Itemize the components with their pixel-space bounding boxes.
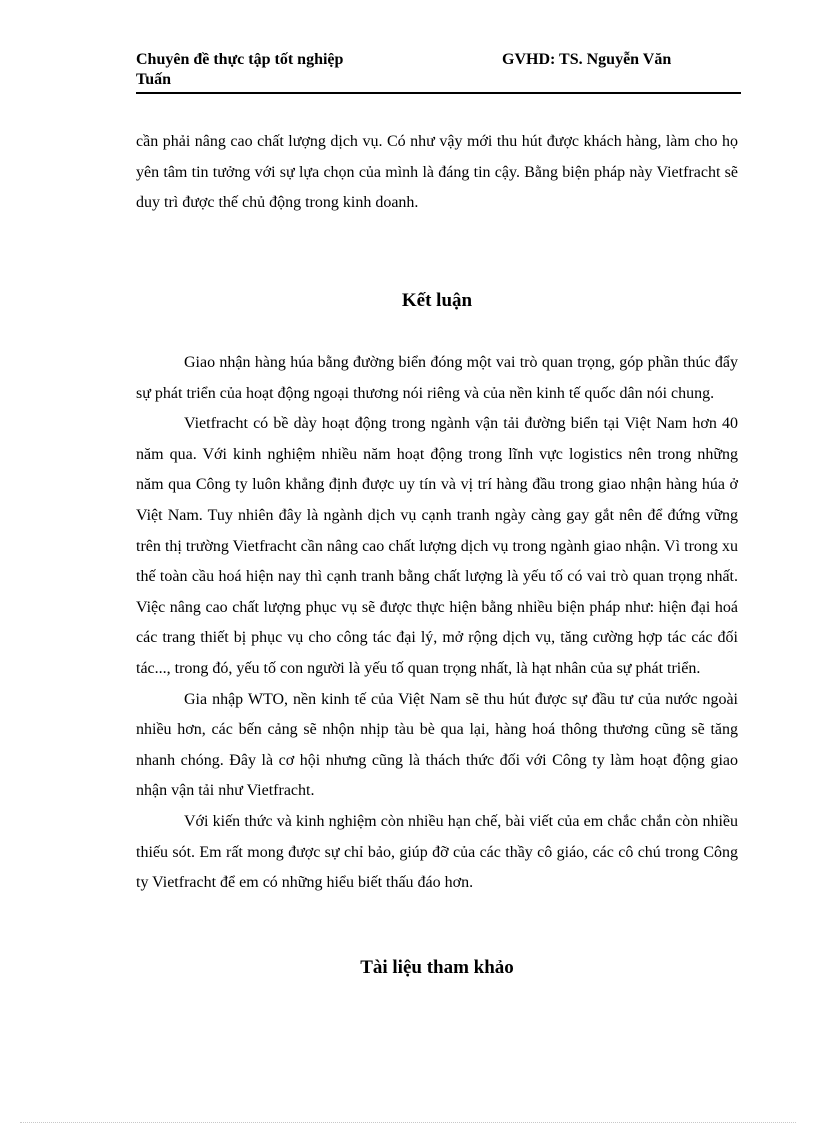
conclusion-section <box>136 348 738 899</box>
header-left-title: Chuyên đề thực tập tốt nghiệp <box>136 51 344 68</box>
conclusion-heading: Kết luận <box>401 290 473 311</box>
intro-paragraph: cần phải nâng cao chất lượng dịch vụ. Có như vậy mới thu hút được khách hàng, làm cho họ yên tâm tin tưởng với sự lựa chọn của mình là đáng tin cậy. Bằng biện pháp này Vietfracht sẽ duy trì được thế chủ động trong kinh doanh. <box>136 133 738 212</box>
conclusion-paragraph: Với kiến thức và kinh nghiệm còn nhiều hạn chế, bài viết của em chắc chắn còn nhiều thiếu sót. Em rất mong được sự chỉ bảo, giúp đỡ của các thầy cô giáo, các cô chú trong Công ty Vietfracht để em có những hiểu biết thấu đáo hơn. <box>136 812 738 892</box>
conclusion-paragraph: Gia nhập WTO, nền kinh tế của Việt Nam sẽ thu hút được sự đầu tư của nước ngoài nhiều hơn, các bến cảng sẽ nhộn nhịp tàu bè qua lại, hàng hoá thông thương cũng sẽ tăng nhanh chóng. Đây là cơ hội nhưng cũng là thách thức đối với Công ty làm hoạt động giao nhận vận tải như Vietfracht. <box>136 690 738 800</box>
header-right-title-wrap: Tuấn <box>136 71 171 88</box>
header-right-title: GVHD: TS. Nguyễn Văn <box>502 51 672 68</box>
header-divider <box>136 92 741 94</box>
header-row <box>136 50 741 70</box>
references-heading: Tài liệu tham khảo <box>360 957 514 978</box>
conclusion-paragraph: Vietfracht có bề dày hoạt động trong ngành vận tải đường biển tại Việt Nam hơn 40 năm qua. Với kinh nghiệm nhiều năm hoạt động trong lĩnh vực logistics nên trong những năm qua Công ty luôn khẳng định được uy tín và vị trí hàng đầu trong giao nhận hàng húa ở Việt Nam. Tuy nhiên đây là ngành dịch vụ cạnh tranh ngày càng gay gắt nên để đứng vững trên thị trường Vietfracht cần nâng cao chất lượng dịch vụ trong ngành giao nhận. Vì trong xu thế toàn cầu hoá hiện nay thì cạnh tranh bằng chất lượng là yếu tố có vai trò quan trọng nhất. Việc nâng cao chất lượng phục vụ sẽ được thực hiện bằng nhiều biện pháp như: hiện đại hoá các trang thiết bị phục vụ cho công tác đại lý, mở rộng dịch vụ, tăng cường hợp tác các đối tác..., trong đó, yếu tố con người là yếu tố quan trọng nhất, là hạt nhân của sự phát triển. <box>136 415 738 677</box>
page-header <box>136 50 741 88</box>
conclusion-paragraph: Giao nhận hàng húa bằng đường biển đóng một vai trò quan trọng, góp phần thúc đẩy sự phát triển của hoạt động ngoại thương nói riêng và của nền kinh tế quốc dân nói chung. <box>136 354 738 402</box>
